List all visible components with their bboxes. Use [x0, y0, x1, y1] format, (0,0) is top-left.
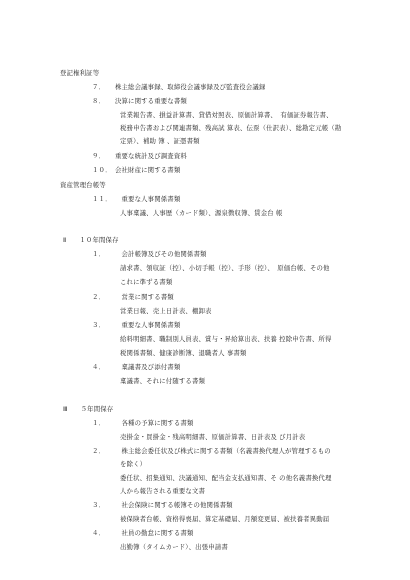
list-item-detail: 売掛金・買掛金・残高明細書、原価計算書、日計表及 び月計表	[120, 433, 306, 441]
section-heading: Ⅱ １０年間保存	[63, 236, 119, 244]
list-item-detail: 稟議書、それに付随する書類	[120, 377, 206, 385]
list-item-detail: 出勤簿（タイムカード）、出張申請書	[120, 543, 228, 551]
list-item-detail: 税関係書類、健康診断簿、退職者人 事書類	[120, 349, 247, 357]
list-item-detail: 営業報告書、損益計算書、貸借対照表、原価計算書、 有価証券報告書、	[120, 111, 333, 119]
list-item-heading: １． 会計帳簿及びその他関係書類	[92, 250, 207, 258]
list-item-heading: ３． 社会保険に関する帳簿その他関係書類	[92, 501, 233, 509]
list-item-detail: を除く）	[120, 460, 147, 468]
list-item-detail: 人から報告される重要な文書	[120, 487, 206, 495]
list-item-heading: １１． 重要な人事関係書類	[92, 195, 181, 203]
list-item-heading: ９． 重要な統計及び調査資料	[92, 152, 187, 160]
list-item-heading: ２． 営業に関する書類	[92, 293, 174, 301]
list-item-heading: ４． 社員の勤怠に関する書類	[92, 529, 194, 537]
list-item-detail: 被保険者台帳、資格得喪届、算定基礎届、月額変更届、被扶養者異動届	[120, 515, 330, 523]
list-item-heading: ２． 株主総会委任状及び株式に関する書類（名義書換代理人が管理するもの	[92, 447, 331, 455]
text-line: 資産管理台帳等	[60, 181, 106, 189]
text-line: 登記権利証等	[60, 69, 100, 77]
list-item-detail: 営業日報、売上日計表、棚卸表	[120, 307, 212, 315]
list-item-detail: 委任状、招集通知、決議通知、配当金支払通知書、そ の他名義書換代理	[120, 474, 332, 482]
list-item-heading: ４． 稟議書及び添付書類	[92, 363, 181, 371]
list-item-heading: ８． 決算に関する重要な書類	[92, 97, 187, 105]
list-item-heading: ７． 株主総会議事録、取締役会議事録及び監査役会議録	[92, 83, 266, 91]
list-item-detail: これに準ずる書類	[120, 278, 173, 286]
list-item-heading: １． 各種の予算に関する書類	[92, 419, 194, 427]
list-item-detail: 給料明細書、職制別人員表、賞与・昇給算出表、扶養 控除申告書、所得	[120, 335, 332, 343]
section-heading: Ⅲ ５年間保存	[63, 405, 114, 413]
list-item-detail: 定票）、補助 簿 、証憑書類	[120, 137, 200, 145]
list-item-heading: １０． 会社財産に関する書類	[92, 166, 181, 174]
list-item-detail: 税務申告書および関連書類、残高試 算表、伝票（仕訳表）、総勘定元帳（勘	[120, 124, 342, 132]
list-item-detail: 人事稟議、人事歴（カード類）、源泉徴収簿、賃金台 帳	[120, 209, 283, 217]
list-item-detail: 請求書、領収証（控）、小切手帳（控）、手形（控）、 原価台帳、その他	[120, 264, 330, 272]
list-item-heading: ３． 重要な人事関係書類	[92, 321, 181, 329]
